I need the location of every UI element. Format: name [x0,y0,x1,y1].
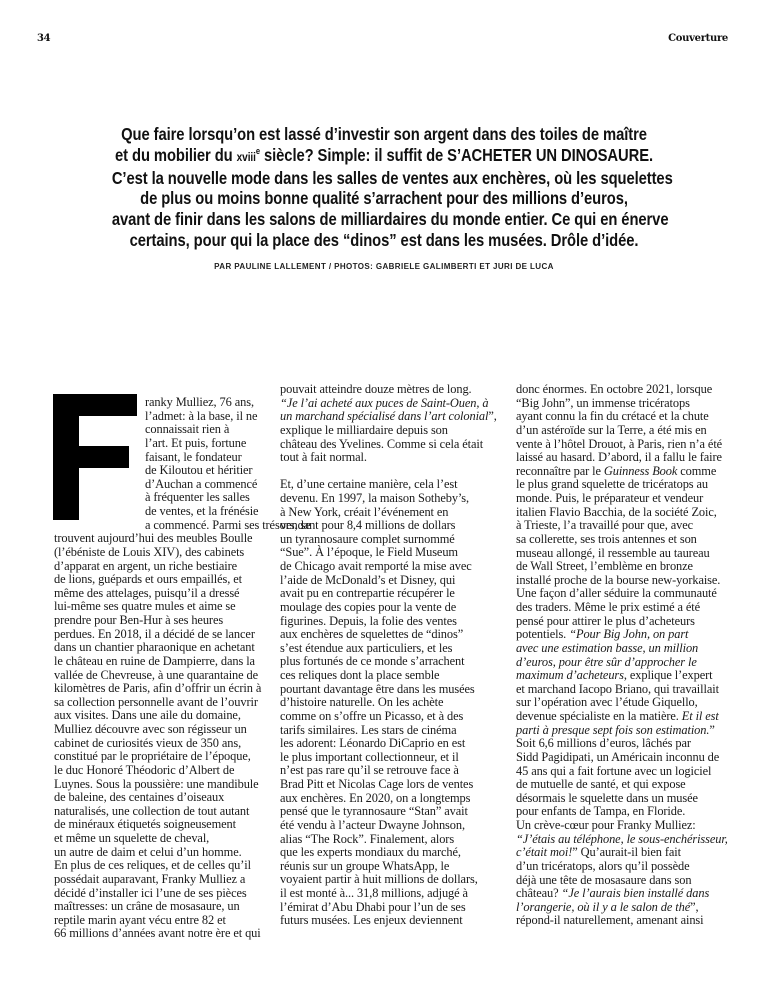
text-line: naturalisés, une collection de tout autant [54,803,250,818]
text-run: le plus important collectionneur, et il [280,749,459,764]
text-run: réunis sur un groupe WhatsApp, le [280,858,450,873]
text-run: vendant pour 8,4 millions de dollars [280,518,456,533]
text-run: sur l’opération avec l’étude Giquello, [516,695,698,710]
text-line: vallée de Chevreuse, à une quarantaine de [54,667,259,682]
text-run: Une façon d’aller séduire la communauté [516,586,717,601]
text-run: répond-il naturellement, amenant ainsi [516,913,704,928]
text-run: Sidd Pagidipati, un Américain inconnu de [516,749,720,764]
text-line [516,765,740,779]
text-line: faisant, le fondateur [145,449,242,464]
text-line [280,819,502,833]
text-line [280,492,502,506]
text-run: pourtant davantage être dans les musées [280,681,475,696]
text-run: alias “The Rock”. Finalement, alors [280,831,455,846]
text-line [280,410,502,424]
text-line [516,683,740,697]
century-numeral: xviii [236,149,256,164]
text-line [280,519,502,533]
text-run: explique le milliardaire depuis son [280,422,448,437]
text-line [280,710,502,724]
byline: PAR PAULINE LALLEMENT / PHOTOS: GABRIELE GALIMBERTI ET JURI DE LUCA [214,262,554,271]
text-line [516,696,740,710]
text-run: d’un tricératops, alors qu’il possède [516,858,690,873]
text-line: ranky Mulliez, 76 ans, [145,395,254,409]
text-line [516,833,740,847]
italic-quote: l’orangerie, où il y a le salon de thé [516,899,691,914]
text-line [516,601,740,615]
text-line [280,506,502,520]
text-line: connaissait rien à [145,422,230,437]
standfirst-line: C’est la nouvelle mode dans les salles de ventes aux enchères, où les squelettes [111,167,673,188]
text-run: des traders. Même le prix estimé a été [516,600,701,614]
text-run: donc énormes. En octobre 2021, lorsque [516,382,713,396]
text-run: devenue spécialiste en la matière. [516,709,682,723]
text-line: kilomètres de Paris, afin d’offrir un écrin à [54,681,262,696]
text-run: plus fortunés de ce monde s’arrachent [280,654,465,669]
text-run: 45 ans qui a fait fortune avec un logiciel [516,763,712,778]
text-line [280,696,502,710]
text-run: l’aide de McDonald’s et Disney, qui [280,572,456,587]
text-line: maîtresses: un crâne de mosasaure, un [54,899,240,914]
text-run: pensé pour attirer le plus d’acheteurs [516,613,695,628]
text-line [280,778,502,792]
text-run: pouvait atteindre douze mètres de long. [280,382,472,396]
text-run: devenu. En 1997, la maison Sotheby’s, [280,490,470,505]
text-run: de Chicago avait remporté la mise avec [280,559,472,574]
italic-quote: maximum d’acheteurs [516,668,624,683]
text-run: “Sue”. À l’époque, le Field Museum [280,545,458,560]
article-column-3 [516,383,740,928]
text-line [280,805,502,819]
drop-cap [53,394,137,520]
text-line [516,805,740,819]
text-line [280,601,502,615]
text-line [516,397,740,411]
text-line: décidé d’installer ici l’une de ses pièces [54,885,247,900]
text-line [516,819,740,833]
text-line [280,846,502,860]
text-line [516,574,740,588]
paragraph-break [280,465,502,479]
text-line [516,778,740,792]
text-run: museau allongé, il ressemble au taureau [516,545,710,560]
text-line: cabinet de curiosités vieux de 350 ans, [54,735,242,750]
text-run: italien Flavio Bacchia, de la société Zoic, [516,504,717,519]
text-run: à New York, créait l’événement en [280,504,449,519]
text-line [516,874,740,888]
text-run: ”, [690,899,699,914]
text-run: de mutuelle de santé, et qui expose [516,777,686,792]
text-run: laissé au hasard. D’abord, il a fallu le faire [516,450,722,465]
text-run: ”, [488,409,497,424]
text-line [516,451,740,465]
text-run: moulage des copies pour la vente de [280,599,457,614]
text-line: de baleine, des centaines d’oiseaux [54,790,225,805]
italic-quote: “J’étais au téléphone, le sous-enchérisseur, [516,831,728,846]
standfirst-text: et du mobilier du [115,144,237,165]
text-run: de Wall Street, l’emblème en bronze [516,559,693,574]
century-superscript: e [255,145,260,156]
text-line [280,724,502,738]
text-line: trouvent aujourd’hui des meubles Boulle [54,531,253,546]
text-run: comme [677,463,717,478]
text-run: château des Yvelines. Comme si cela était [280,436,484,451]
text-line [280,901,502,915]
italic-quote: “Je l’aurais bien installé dans [561,886,710,901]
text-run: pour enfants de Tampa, en Floride. [516,804,686,819]
text-run: le plus grand squelette de tricératops au [516,477,709,492]
text-run: tarifs similaires. Les stars de cinéma [280,722,457,737]
column-3-body [516,383,740,928]
text-run: château? [516,886,562,901]
text-run: à Trieste, l’a travaillé pour que, avec [516,518,694,533]
text-run: avait pu en contrepartie récupérer le [280,586,455,601]
text-line [516,914,740,928]
text-run: figurines. Depuis, la folie des ventes [280,613,457,628]
text-line [516,492,740,506]
text-line [280,751,502,765]
article-column-2 [280,383,502,928]
text-line [516,465,740,479]
standfirst-line: de plus ou moins bonne qualité s’arrachent pour des millions d’euros, [140,188,628,209]
text-line [516,710,740,724]
page-number: 34 [37,33,51,44]
text-line [280,397,502,411]
text-line [516,587,740,601]
text-line [516,642,740,656]
text-line [516,860,740,874]
text-line [516,724,740,738]
text-line: d’Auchan a commencé [145,476,258,491]
text-run: déjà une tête de mosasaure dans son [516,872,692,887]
text-run: n’est pas rare qu’il se retrouve face à [280,763,459,778]
text-line [516,506,740,520]
text-run: Et, d’une certaine manière, cela l’est [280,477,458,492]
text-line: dans un chantier pharaonique en achetant [54,640,255,655]
text-run: Un crève-cœur pour Franky Mulliez: [516,818,696,832]
text-line: d’apparat en argent, un riche bestiaire [54,558,238,573]
text-line: perdues. En 2018, il a décidé de se lancer [54,626,255,641]
text-line [516,656,740,670]
text-line: lui-même ses quatre mules et aime se [54,599,236,614]
text-line: aux visites. Dans une aile du domaine, [54,708,241,723]
text-line [280,533,502,547]
text-line: Luynes. Sous la poussière: une mandibule [54,776,259,791]
text-run: l’émirat d’Abu Dhabi pour l’un de ses [280,899,466,914]
italic-quote: Et il est [681,709,719,723]
standfirst-text: siècle? Simple: il suffit de S’ACHETER UN DINOSAURE. [264,144,653,165]
text-line [280,642,502,656]
text-line [516,533,740,547]
text-run: monde. Puis, le préparateur et vendeur [516,491,704,505]
text-run: s’est étendue aux particuliers, et les [280,640,453,655]
standfirst-line [112,145,656,168]
text-line: le duc Honoré Théodoric d’Albert de [54,762,235,777]
text-line [516,478,740,492]
text-line: (l’ébéniste de Louis XIV), des cabinets [54,544,245,559]
standfirst-line: avant de finir dans les salons de milliardaires du monde entier. Ce qui en énerve [111,209,669,230]
text-run: d’histoire naturelle. On les achète [280,695,444,710]
text-line [516,628,740,642]
italic-quote: Guinness Book [603,463,678,478]
text-line: et même un squelette de cheval, [54,831,210,845]
text-line: a commencé. Parmi ses trésors, se [145,517,311,532]
section-title: Couverture [668,33,728,44]
text-line [516,410,740,424]
text-line [280,669,502,683]
italic-quote: un marchand spécialisé dans l’art colonial [280,409,489,424]
text-run: été vendu à l’acteur Dwayne Johnson, [280,817,465,832]
text-run: sa collerette, ses trois antennes et son [516,531,697,546]
italic-quote: “Je l’ai acheté aux puces de Saint-Ouen, à [280,395,489,410]
text-line [280,615,502,629]
italic-quote: avec une estimation basse, un million [516,640,699,655]
text-line [516,438,740,452]
text-run: comme on s’offre un Picasso, et à des [280,708,464,723]
text-line [280,833,502,847]
text-line [280,764,502,778]
italic-quote: d’euros, pour être sûr d’approcher le [516,654,697,669]
italic-quote: c’était moi! [516,845,573,860]
text-line [516,519,740,533]
text-run: ces reliques dont la place semble [280,668,440,683]
text-line [280,574,502,588]
text-run: vente à l’hôtel Drouot, à Paris, rien n’a été [516,436,723,451]
text-line [280,560,502,574]
text-line [516,737,740,751]
text-line [516,846,740,860]
text-line [516,669,740,683]
text-run: ayant connu la fin du crétacé et la chute [516,409,709,424]
text-line [280,737,502,751]
text-run: il est monté à... 31,8 millions, adjugé à [280,886,468,901]
standfirst [111,124,673,251]
text-run: ” [709,722,715,737]
text-run: “Big John”, un immense tricératops [516,395,690,410]
text-line [280,546,502,560]
text-line: de ventes, et la frénésie [145,504,259,518]
standfirst-line: certains, pour qui la place des “dinos” est dans les musées. Drôle d’idée. [129,229,639,250]
text-line [516,887,740,901]
text-line: Mulliez découvre avec son régisseur un [54,722,247,736]
text-line: 66 millions d’années avant notre ère et qui [54,926,261,941]
text-line: un autre de daim et celui d’un homme. [54,844,242,859]
text-line: constitué par le propriétaire de l’époque, [54,749,251,764]
text-run: futurs musées. Les enjeux deviennent [280,913,463,928]
text-run: tout à fait normal. [280,450,367,465]
text-line: de lions, guépards et ours empaillés, et [54,572,243,587]
text-run: pensé que le tyrannosaure “Stan” avait [280,804,468,819]
text-run: un tyrannosaure complet surnommé [280,531,455,546]
text-line [280,887,502,901]
column-2-body [280,383,502,928]
text-line [280,873,502,887]
text-run: , explique l’expert [623,668,713,683]
text-line [280,438,502,452]
text-run: voyaient partir à huit millions de dollars, [280,872,478,887]
text-line: possédait auparavant, Franky Mulliez a [54,871,246,886]
text-run: désormais le squelette dans un musée [516,790,698,805]
text-run: aux enchères. En 2020, on a longtemps [280,790,471,805]
text-line: prendre pour Ben-Hur à ses heures [54,613,224,627]
italic-quote: parti à presque sept fois son estimation. [516,722,710,737]
text-line: l’admet: à la base, il ne [145,408,258,423]
standfirst-line: Que faire lorsqu’on est lassé d’investir son argent dans des toiles de maître [121,124,647,144]
text-line: de Kiloutou et héritier [145,463,253,478]
text-line [516,751,740,765]
text-line [280,683,502,697]
text-line [280,451,502,465]
text-line [280,655,502,669]
text-run: reconnaître par le [516,463,604,478]
text-line [280,587,502,601]
text-line [516,424,740,438]
text-run: Brad Pitt et Nicolas Cage lors de ventes [280,777,474,792]
text-line: le château en ruine de Dampierre, dans la [54,653,255,668]
text-run: que les experts mondiaux du marché, [280,845,461,860]
text-run: les adorent: Léonardo DiCaprio en est [280,736,466,751]
text-line [280,383,502,397]
text-run: ” Qu’aurait-il bien fait [572,845,681,860]
text-line [280,860,502,874]
text-run: aux enchères de squelettes de “dinos” [280,627,464,642]
text-line [516,560,740,574]
text-line [516,901,740,915]
text-line: l’art. Et puis, fortune [145,435,247,450]
text-line [516,615,740,629]
text-run: installé proche de la bourse new-yorkaise. [516,572,721,587]
text-line [280,914,502,928]
text-line: En plus de ces reliques, et de celles qu’il [54,858,251,873]
text-line [280,628,502,642]
text-line [516,383,740,397]
text-line [280,478,502,492]
text-line [516,547,740,561]
italic-quote: “Pour Big John, on part [569,627,689,642]
text-line [280,792,502,806]
text-line: sa collection personnelle avant de l’ouvrir [54,694,258,709]
text-line [280,424,502,438]
text-run: potentiels. [516,627,570,642]
text-line [516,792,740,806]
text-run: et marchand Iacopo Briano, qui travaillait [516,681,719,696]
text-line: à fréquenter les salles [145,490,250,505]
text-line: reptile marin ayant vécu entre 82 et [54,912,226,927]
text-run: d’un astéroïde sur la Terre, a été mis en [516,422,707,437]
text-line: de minéraux étiquetés soigneusement [54,817,236,832]
drop-cap-glyph [53,394,137,520]
article-column-1 [54,395,311,941]
text-run: Soit 6,6 millions d’euros, lâchés par [516,736,691,751]
text-line: même des attelages, puisqu’il a dressé [54,585,240,600]
